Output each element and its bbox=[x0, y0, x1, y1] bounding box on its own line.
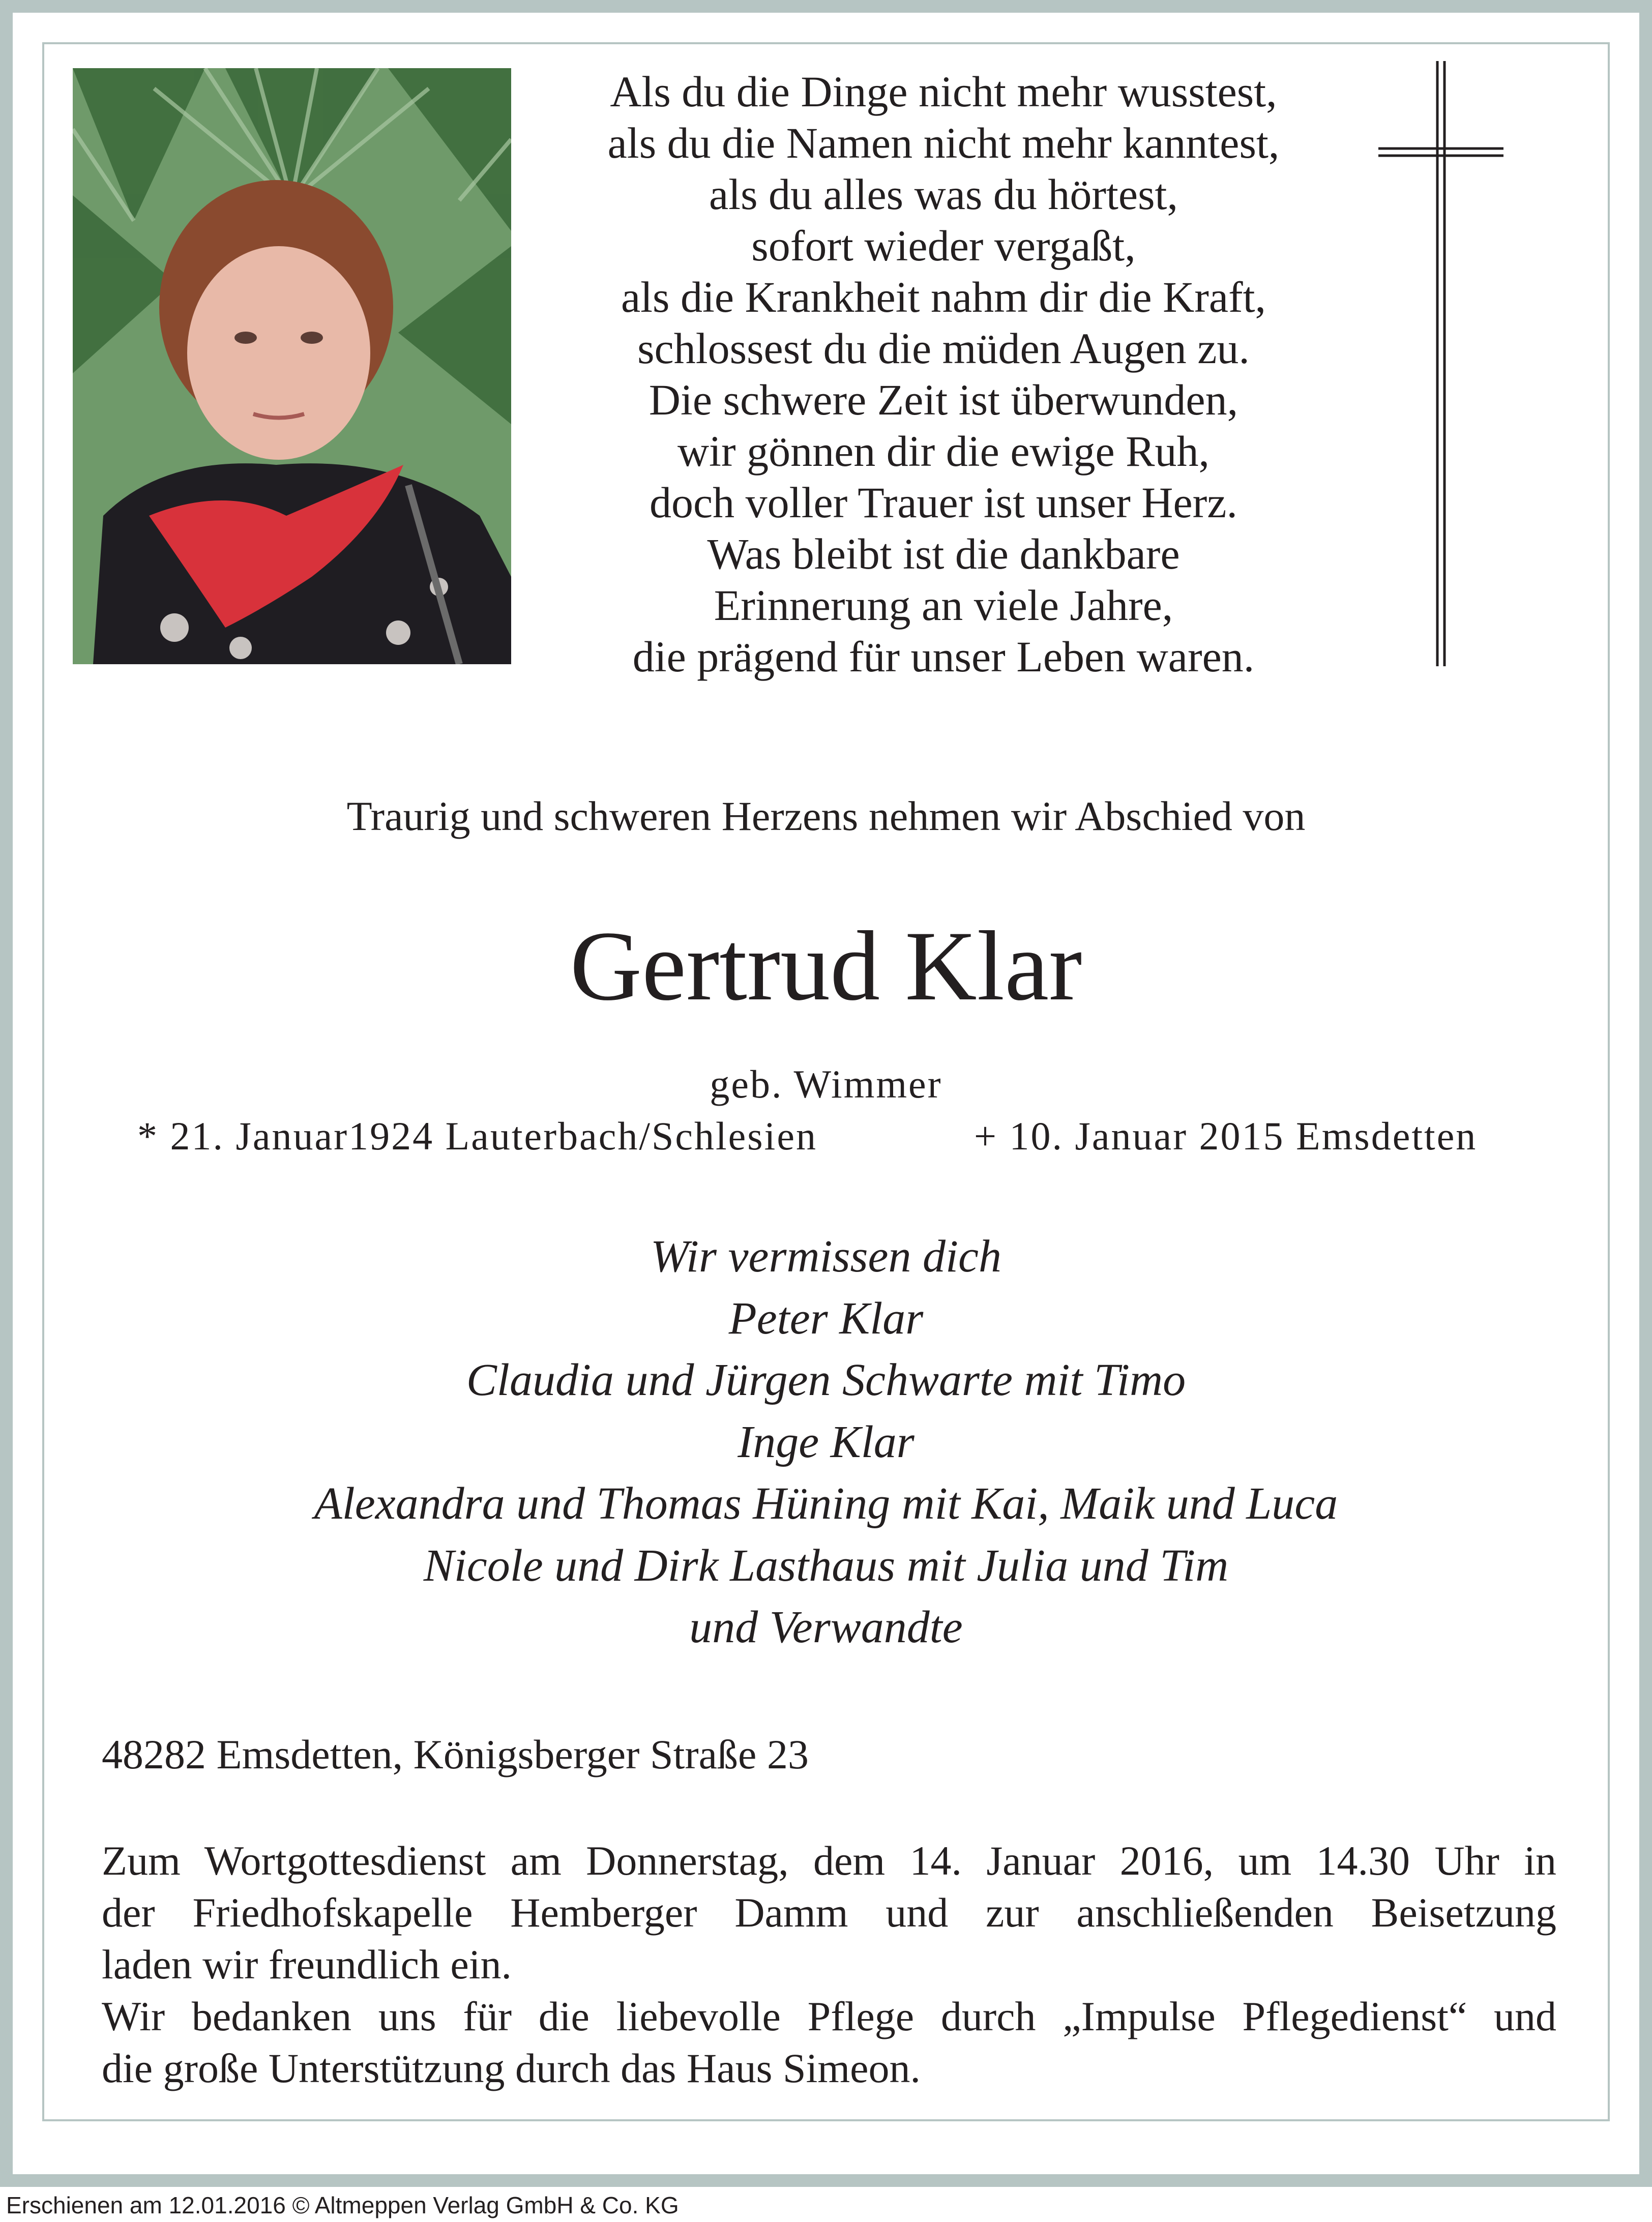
poem-line: Was bleibt ist die dankbare bbox=[707, 529, 1180, 578]
mourners-list bbox=[0, 1226, 1652, 1658]
address: 48282 Emsdetten, Königsberger Straße 23 bbox=[102, 1731, 809, 1777]
service-line: laden wir freundlich ein. bbox=[102, 1941, 512, 1988]
cross-icon bbox=[1373, 61, 1506, 666]
mourner-line: Wir vermissen dich bbox=[651, 1231, 1001, 1282]
publication-footer: Erschienen am 12.01.2016 © Altmeppen Verlag GmbH & Co. KG bbox=[6, 2192, 679, 2218]
poem-line: die prägend für unser Leben waren. bbox=[632, 632, 1255, 681]
poem-line: doch voller Trauer ist unser Herz. bbox=[650, 478, 1237, 527]
service-line: die große Unterstützung durch das Haus Simeon. bbox=[102, 2045, 921, 2091]
deceased-name: Gertrud Klar bbox=[570, 911, 1082, 1021]
mourner-line: Peter Klar bbox=[728, 1293, 924, 1344]
poem-line: Als du die Dinge nicht mehr wusstest, bbox=[610, 67, 1277, 116]
poem-line: als die Krankheit nahm dir die Kraft, bbox=[621, 273, 1266, 321]
service-line: Zum Wortgottesdienst am Donnerstag, dem 14. Januar 2016, um 14.30 Uhr in bbox=[102, 1838, 1556, 1884]
mourner-line: Inge Klar bbox=[738, 1416, 914, 1467]
mourner-line: Nicole und Dirk Lasthaus mit Julia und Tim bbox=[423, 1540, 1229, 1591]
poem-line: als du die Namen nicht mehr kanntest, bbox=[607, 118, 1280, 167]
maiden-name: geb. Wimmer bbox=[710, 1062, 942, 1106]
poem-line: Die schwere Zeit ist überwunden, bbox=[648, 375, 1238, 424]
poem-line: schlossest du die müden Augen zu. bbox=[637, 324, 1250, 373]
mourner-line: Claudia und Jürgen Schwarte mit Timo bbox=[466, 1355, 1186, 1405]
poem-line: als du alles was du hörtest, bbox=[709, 170, 1178, 219]
mourner-line: Alexandra und Thomas Hüning mit Kai, Maik und Luca bbox=[314, 1478, 1338, 1529]
death-info: + 10. Januar 2015 Emsdetten bbox=[974, 1114, 1478, 1158]
mourner-line: und Verwandte bbox=[689, 1602, 963, 1652]
portrait-photo bbox=[73, 68, 511, 664]
poem-line: wir gönnen dir die ewige Ruh, bbox=[677, 427, 1210, 476]
poem bbox=[539, 66, 1348, 683]
intro-text: Traurig und schweren Herzens nehmen wir Abschied von bbox=[346, 793, 1306, 839]
poem-line: sofort wieder vergaßt, bbox=[751, 221, 1136, 270]
service-line: der Friedhofskapelle Hemberger Damm und zur anschließenden Beisetzung bbox=[102, 1889, 1556, 1936]
service-info bbox=[102, 1835, 1556, 2094]
poem-line: Erinnerung an viele Jahre, bbox=[714, 581, 1173, 630]
birth-info: * 21. Januar1924 Lauterbach/Schlesien bbox=[137, 1114, 817, 1158]
service-line: Wir bedanken uns für die liebevolle Pflege durch „Impulse Pflegedienst“ und bbox=[102, 1993, 1556, 2039]
